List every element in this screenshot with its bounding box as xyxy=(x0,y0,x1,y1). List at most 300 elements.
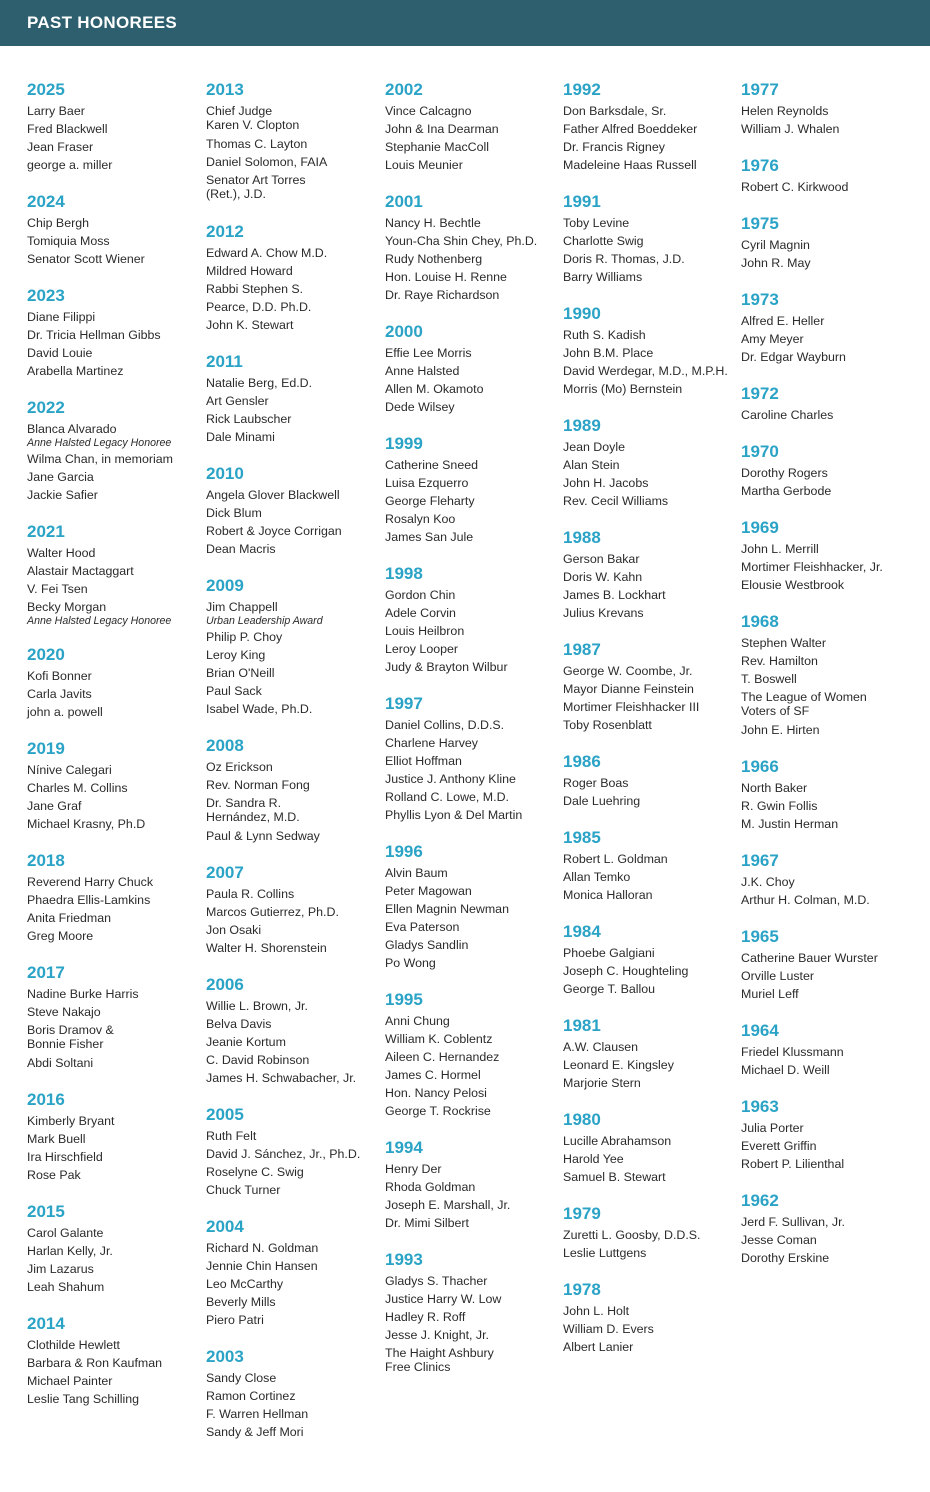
year-block xyxy=(385,80,567,174)
honoree-name-line: Dr. Francis Rigney xyxy=(563,140,665,154)
honoree-name-line: Roger Boas xyxy=(563,776,629,790)
honoree-name xyxy=(741,576,923,594)
year-heading: 1995 xyxy=(385,990,423,1009)
honoree-name xyxy=(741,236,923,254)
year-block xyxy=(563,528,745,622)
honoree-name xyxy=(741,670,923,688)
honoree-name-line: Steve Nakajo xyxy=(27,1005,101,1019)
honoree-name-line: Dorothy Rogers xyxy=(741,466,828,480)
honoree-name xyxy=(27,761,209,779)
honoree-name xyxy=(385,492,567,510)
honoree-name xyxy=(27,156,209,174)
honoree-name xyxy=(741,120,923,138)
honoree-name xyxy=(563,716,745,734)
year-heading: 2021 xyxy=(27,522,65,541)
year-block xyxy=(741,442,923,500)
year-block xyxy=(27,80,209,174)
year-block xyxy=(563,1280,745,1356)
honoree-name xyxy=(563,662,745,680)
honoree-name xyxy=(385,398,567,416)
honoree-name-line: Jean Doyle xyxy=(563,440,625,454)
honoree-name xyxy=(385,918,567,936)
year-block xyxy=(27,1202,209,1296)
year-heading: 1969 xyxy=(741,518,779,537)
honoree-name-line: Harold Yee xyxy=(563,1152,624,1166)
honoree-name xyxy=(27,985,209,1003)
year-block xyxy=(563,828,745,904)
honoree-name-line: Wilma Chan, in memoriam xyxy=(27,452,173,466)
honoree-name xyxy=(385,1048,567,1066)
honoree-name xyxy=(741,254,923,272)
honoree-name-line: Justice J. Anthony Kline xyxy=(385,772,516,786)
honoree-name-line: Daniel Solomon, FAIA xyxy=(206,155,328,169)
honoree-name-line: William K. Coblentz xyxy=(385,1032,493,1046)
honoree-name xyxy=(563,944,745,962)
honoree-name xyxy=(385,1196,567,1214)
honoree-name xyxy=(206,392,388,410)
year-block xyxy=(741,612,923,739)
year-heading: 2023 xyxy=(27,286,65,305)
honoree-name xyxy=(27,420,209,438)
year-block xyxy=(206,1105,388,1199)
honoree-name-line: Hadley R. Roff xyxy=(385,1310,466,1324)
honoree-name xyxy=(206,885,388,903)
year-heading: 2024 xyxy=(27,192,65,211)
honoree-name xyxy=(563,568,745,586)
year-block xyxy=(563,752,745,810)
honoree-name xyxy=(27,468,209,486)
honoree-name-line: Charlotte Swig xyxy=(563,234,644,248)
honoree-name xyxy=(206,700,388,718)
honoree-name-line: William J. Whalen xyxy=(741,122,840,136)
honoree-name xyxy=(27,1242,209,1260)
honoree-name-line: R. Gwin Follis xyxy=(741,799,818,813)
honoree-name xyxy=(563,102,745,120)
honoree-name-line: Po Wong xyxy=(385,956,436,970)
honoree-name-line: Phoebe Galgiani xyxy=(563,946,655,960)
honoree-name-line: Jennie Chin Hansen xyxy=(206,1259,318,1273)
honoree-name xyxy=(385,1030,567,1048)
honoree-name-line: Arthur H. Colman, M.D. xyxy=(741,893,870,907)
honoree-name-line: Rick Laubscher xyxy=(206,412,292,426)
honoree-name-line: Reverend Harry Chuck xyxy=(27,875,154,889)
honoree-name xyxy=(385,1290,567,1308)
honoree-name-line: Sandy Close xyxy=(206,1371,277,1385)
year-block xyxy=(741,518,923,594)
honoree-name xyxy=(385,138,567,156)
honoree-name xyxy=(741,1231,923,1249)
year-heading: 1964 xyxy=(741,1021,779,1040)
honoree-name-line: Rudy Nothenberg xyxy=(385,252,483,266)
honoree-name-line: Alfred E. Heller xyxy=(741,314,825,328)
honoree-name xyxy=(741,406,923,424)
honoree-name xyxy=(741,1061,923,1079)
honoree-name xyxy=(206,939,388,957)
honoree-name xyxy=(27,1148,209,1166)
honoree-name-line: Tomiquia Moss xyxy=(27,234,110,248)
year-heading: 1962 xyxy=(741,1191,779,1210)
honoree-name xyxy=(206,646,388,664)
year-heading: 1973 xyxy=(741,290,779,309)
honoree-name-line: Nadine Burke Harris xyxy=(27,987,139,1001)
honoree-name xyxy=(385,788,567,806)
honoree-name-line: David J. Sánchez, Jr., Ph.D. xyxy=(206,1147,361,1161)
honoree-name xyxy=(385,586,567,604)
honoree-name-line: Paul Sack xyxy=(206,684,262,698)
year-heading: 2005 xyxy=(206,1105,244,1124)
year-heading: 1979 xyxy=(563,1204,601,1223)
honoree-name-line: Catherine Sneed xyxy=(385,458,478,472)
year-block xyxy=(206,352,388,446)
honoree-name xyxy=(206,921,388,939)
honoree-name-line: Rev. Norman Fong xyxy=(206,778,310,792)
honoree-name-line: Hernández, M.D. xyxy=(206,810,300,824)
honoree-name xyxy=(27,909,209,927)
honoree-name xyxy=(563,156,745,174)
honoree-name xyxy=(27,1372,209,1390)
honoree-name xyxy=(206,903,388,921)
honoree-name xyxy=(563,1056,745,1074)
honoree-name-line: Becky Morgan xyxy=(27,600,107,614)
honoree-name xyxy=(741,312,923,330)
honoree-name xyxy=(27,362,209,380)
honoree-name-line: Julia Porter xyxy=(741,1121,804,1135)
honoree-name xyxy=(741,779,923,797)
honoree-name-line: Dr. Sandra R. xyxy=(206,796,282,810)
year-block xyxy=(27,739,209,833)
honoree-name-line: Jean Fraser xyxy=(27,140,94,154)
honoree-name-line: Joseph C. Houghteling xyxy=(563,964,689,978)
honoree-award-note: Anne Halsted Legacy Honoree xyxy=(27,437,172,449)
year-heading: 2013 xyxy=(206,80,244,99)
honoree-name xyxy=(206,374,388,392)
honoree-name-line: Orville Luster xyxy=(741,969,814,983)
honoree-name-line: James H. Schwabacher, Jr. xyxy=(206,1071,357,1085)
honoree-name-line: Belva Davis xyxy=(206,1017,272,1031)
honoree-name xyxy=(741,985,923,1003)
year-heading: 1977 xyxy=(741,80,779,99)
honoree-name-line: M. Justin Herman xyxy=(741,817,839,831)
honoree-name-line: Nancy H. Bechtle xyxy=(385,216,481,230)
year-block xyxy=(563,1016,745,1092)
honoree-name xyxy=(27,138,209,156)
year-block xyxy=(385,990,567,1120)
year-block xyxy=(27,1314,209,1408)
year-block xyxy=(563,640,745,734)
honoree-name-line: John B.M. Place xyxy=(563,346,654,360)
honoree-name-line: John H. Jacobs xyxy=(563,476,649,490)
honoree-name xyxy=(385,752,567,770)
honoree-name-line: Alastair Mactaggart xyxy=(27,564,134,578)
honorees-column-3 xyxy=(385,80,567,1395)
honoree-name-line: Luisa Ezquerro xyxy=(385,476,469,490)
honoree-name xyxy=(385,936,567,954)
honoree-name-line: Anita Friedman xyxy=(27,911,112,925)
honoree-name-line: Mortimer Fleishhacker, Jr. xyxy=(741,560,883,574)
honoree-name xyxy=(385,1344,567,1377)
honoree-name xyxy=(206,135,388,153)
year-heading: 1984 xyxy=(563,922,601,941)
honoree-name xyxy=(385,510,567,528)
honoree-name-line: Edward A. Chow M.D. xyxy=(206,246,328,260)
honoree-name xyxy=(206,1257,388,1275)
honoree-name xyxy=(741,178,923,196)
honoree-name-line: Rabbi Stephen S. xyxy=(206,282,304,296)
honoree-name-line: John R. May xyxy=(741,256,811,270)
honoree-name-line: Harlan Kelly, Jr. xyxy=(27,1244,113,1258)
honoree-name xyxy=(563,1038,745,1056)
honoree-name-line: Rhoda Goldman xyxy=(385,1180,476,1194)
year-heading: 2004 xyxy=(206,1217,244,1236)
honoree-name-line: Mortimer Fleishhacker III xyxy=(563,700,700,714)
honoree-name xyxy=(206,1293,388,1311)
honoree-name-line: Peter Magowan xyxy=(385,884,472,898)
honoree-name xyxy=(563,362,745,380)
year-block xyxy=(206,464,388,558)
honoree-name-line: Nínive Calegari xyxy=(27,763,112,777)
honoree-name-line: Chuck Turner xyxy=(206,1183,281,1197)
year-block xyxy=(206,1347,388,1441)
honoree-name-line: Walter H. Shorenstein xyxy=(206,941,327,955)
year-heading: 2003 xyxy=(206,1347,244,1366)
honoree-name xyxy=(563,120,745,138)
honoree-name-line: Julius Krevans xyxy=(563,606,644,620)
honoree-name-line: john a. powell xyxy=(27,705,103,719)
honoree-name xyxy=(563,344,745,362)
honoree-name-line: Catherine Bauer Wurster xyxy=(741,951,878,965)
honoree-name xyxy=(741,1213,923,1231)
honoree-name xyxy=(206,1387,388,1405)
year-block xyxy=(206,80,388,204)
honoree-name xyxy=(206,280,388,298)
honoree-name xyxy=(741,967,923,985)
year-block xyxy=(27,1090,209,1184)
honoree-name-line: Thomas C. Layton xyxy=(206,137,308,151)
honoree-name xyxy=(385,250,567,268)
year-heading: 2022 xyxy=(27,398,65,417)
year-block xyxy=(27,645,209,721)
honoree-name-line: George W. Coombe, Jr. xyxy=(563,664,693,678)
honoree-name-line: Dr. Raye Richardson xyxy=(385,288,500,302)
honoree-name xyxy=(741,634,923,652)
honoree-name xyxy=(206,1405,388,1423)
honoree-name xyxy=(27,120,209,138)
honoree-name xyxy=(563,438,745,456)
honoree-name-line: Charlene Harvey xyxy=(385,736,478,750)
honoree-name xyxy=(27,667,209,685)
honoree-name xyxy=(563,268,745,286)
honoree-name-line: Senator Art Torres xyxy=(206,173,306,187)
honoree-name xyxy=(27,1354,209,1372)
honoree-name-line: Willie L. Brown, Jr. xyxy=(206,999,308,1013)
honoree-name-line: Charles M. Collins xyxy=(27,781,128,795)
honoree-name-line: V. Fei Tsen xyxy=(27,582,88,596)
year-heading: 2000 xyxy=(385,322,423,341)
year-block xyxy=(385,842,567,972)
honoree-name-line: Judy & Brayton Wilbur xyxy=(385,660,508,674)
honoree-name-line: Robert L. Goldman xyxy=(563,852,668,866)
honoree-name-line: Monica Halloran xyxy=(563,888,653,902)
honoree-name xyxy=(385,232,567,250)
honoree-name-line: Stephanie MacColl xyxy=(385,140,490,154)
honoree-name-line: Oz Erickson xyxy=(206,760,273,774)
year-block xyxy=(385,1250,567,1377)
honoree-name xyxy=(741,949,923,967)
honoree-name-line: Karen V. Clopton xyxy=(206,118,300,132)
honoree-name-line: James C. Hormel xyxy=(385,1068,481,1082)
year-heading: 2016 xyxy=(27,1090,65,1109)
honoree-name xyxy=(27,250,209,268)
honoree-name xyxy=(27,562,209,580)
honoree-name-line: Kimberly Bryant xyxy=(27,1114,115,1128)
year-block xyxy=(741,290,923,366)
honoree-name xyxy=(385,362,567,380)
honoree-name-line: Bonnie Fisher xyxy=(27,1037,104,1051)
honoree-name xyxy=(206,298,388,316)
honoree-name-line: Hon. Nancy Pelosi xyxy=(385,1086,487,1100)
honoree-name xyxy=(563,1302,745,1320)
honoree-name xyxy=(385,900,567,918)
honoree-name-line: Jim Lazarus xyxy=(27,1262,94,1276)
year-block xyxy=(741,1097,923,1173)
honoree-name xyxy=(385,1272,567,1290)
honoree-name xyxy=(563,1074,745,1092)
honoree-name-line: Fred Blackwell xyxy=(27,122,108,136)
honoree-name-line: North Baker xyxy=(741,781,808,795)
honoree-name-line: Jon Osaki xyxy=(206,923,262,937)
year-heading: 1980 xyxy=(563,1110,601,1129)
honoree-name-line: Marjorie Stern xyxy=(563,1076,641,1090)
honoree-name xyxy=(385,716,567,734)
honoree-name xyxy=(27,1336,209,1354)
honoree-name xyxy=(741,891,923,909)
honoree-name-line: Aileen C. Hernandez xyxy=(385,1050,500,1064)
honoree-name xyxy=(385,882,567,900)
page-header xyxy=(0,0,930,46)
honoree-name xyxy=(27,815,209,833)
year-block xyxy=(385,322,567,416)
honoree-name-line: Henry Der xyxy=(385,1162,442,1176)
honoree-name-line: Vince Calcagno xyxy=(385,104,472,118)
honoree-name xyxy=(206,102,388,135)
year-heading: 2019 xyxy=(27,739,65,758)
honoree-name-line: Jeanie Kortum xyxy=(206,1035,286,1049)
honoree-name xyxy=(563,586,745,604)
honoree-name-line: Gladys Sandlin xyxy=(385,938,469,952)
honoree-name-line: Amy Meyer xyxy=(741,332,804,346)
year-block xyxy=(741,156,923,196)
honoree-name-line: Anne Halsted xyxy=(385,364,460,378)
honoree-name xyxy=(27,1278,209,1296)
honoree-name-line: Elousie Westbrook xyxy=(741,578,845,592)
year-heading: 1987 xyxy=(563,640,601,659)
year-block xyxy=(741,1021,923,1079)
honoree-name xyxy=(27,927,209,945)
honoree-name-line: Rosalyn Koo xyxy=(385,512,456,526)
honoree-name-line: Blanca Alvarado xyxy=(27,422,117,436)
honoree-name xyxy=(563,1320,745,1338)
honoree-name xyxy=(563,1338,745,1356)
honoree-name-line: Morris (Mo) Bernstein xyxy=(563,382,683,396)
honoree-name-line: Effie Lee Morris xyxy=(385,346,472,360)
honoree-name xyxy=(385,286,567,304)
honoree-name xyxy=(385,1308,567,1326)
honoree-name xyxy=(741,721,923,739)
honoree-name xyxy=(27,1021,209,1054)
honoree-name xyxy=(385,1178,567,1196)
honoree-name xyxy=(206,540,388,558)
year-block xyxy=(563,192,745,286)
honoree-name xyxy=(206,504,388,522)
honoree-name-line: Jackie Safier xyxy=(27,488,98,502)
honoree-name-line: Allan Temko xyxy=(563,870,631,884)
year-heading: 2020 xyxy=(27,645,65,664)
honoree-name-line: Carol Galante xyxy=(27,1226,104,1240)
honoree-name-line: Natalie Berg, Ed.D. xyxy=(206,376,313,390)
year-block xyxy=(563,80,745,174)
honoree-name-line: Walter Hood xyxy=(27,546,96,560)
year-heading: 2008 xyxy=(206,736,244,755)
honoree-name-line: Anni Chung xyxy=(385,1014,450,1028)
honoree-name xyxy=(206,598,388,616)
honoree-name xyxy=(206,794,388,827)
year-heading: 2009 xyxy=(206,576,244,595)
year-block xyxy=(741,80,923,138)
honoree-name xyxy=(206,758,388,776)
honoree-name xyxy=(385,658,567,676)
honoree-name xyxy=(563,250,745,268)
honoree-name-line: Joseph E. Marshall, Jr. xyxy=(385,1198,511,1212)
honoree-name-line: William D. Evers xyxy=(563,1322,654,1336)
honoree-name-line: Michael Krasny, Ph.D xyxy=(27,817,146,831)
honoree-name-line: Toby Rosenblatt xyxy=(563,718,652,732)
honoree-name-line: Robert & Joyce Corrigan xyxy=(206,524,342,538)
year-block xyxy=(27,398,209,504)
honoree-name-line: Toby Levine xyxy=(563,216,630,230)
honoree-name xyxy=(741,558,923,576)
honoree-name xyxy=(206,316,388,334)
honoree-name xyxy=(206,1311,388,1329)
honoree-name-line: Kofi Bonner xyxy=(27,669,92,683)
honoree-name xyxy=(206,1069,388,1087)
honoree-name-line: Larry Baer xyxy=(27,104,85,118)
honoree-name xyxy=(385,268,567,286)
honoree-name xyxy=(385,474,567,492)
honoree-name-line: Angela Glover Blackwell xyxy=(206,488,340,502)
honoree-name-line: Leslie Tang Schilling xyxy=(27,1392,140,1406)
year-heading: 1963 xyxy=(741,1097,779,1116)
honoree-name-line: Gordon Chin xyxy=(385,588,456,602)
honoree-name-line: Beverly Mills xyxy=(206,1295,276,1309)
honoree-name xyxy=(563,138,745,156)
year-block xyxy=(385,192,567,304)
year-heading: 2025 xyxy=(27,80,65,99)
honoree-name xyxy=(27,598,209,616)
honoree-name-line: Jane Graf xyxy=(27,799,82,813)
honoree-name xyxy=(741,797,923,815)
year-heading: 1976 xyxy=(741,156,779,175)
honoree-name xyxy=(563,1244,745,1262)
honoree-name xyxy=(27,1166,209,1184)
year-block xyxy=(206,576,388,718)
honoree-name xyxy=(741,1155,923,1173)
honoree-name xyxy=(385,864,567,882)
year-block xyxy=(741,757,923,833)
honoree-name xyxy=(563,326,745,344)
honoree-name xyxy=(741,815,923,833)
honoree-name-line: Dr. Edgar Wayburn xyxy=(741,350,846,364)
honoree-name xyxy=(563,1150,745,1168)
